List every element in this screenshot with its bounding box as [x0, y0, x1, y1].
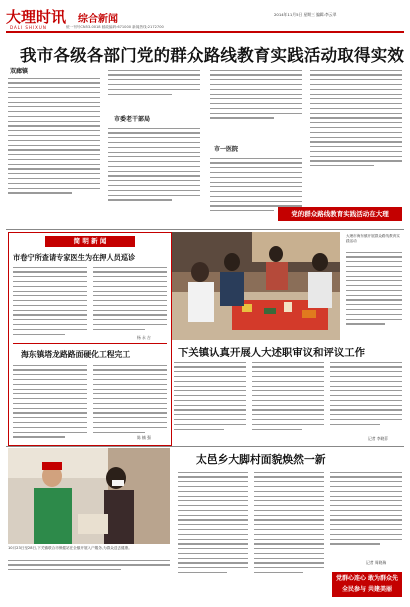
bottom-col-2 [254, 468, 324, 577]
masthead-info: 2014年11月5日 星期三 编辑:李云翠 [274, 12, 337, 17]
main-column-4 [310, 66, 402, 170]
right-caption [344, 232, 404, 340]
brief-news-box [8, 232, 172, 446]
feature-article [172, 342, 404, 444]
brief-1-col-a [13, 263, 87, 338]
masthead [6, 6, 404, 34]
right-caption-lines [346, 248, 402, 328]
main-article [6, 62, 404, 232]
masthead-rule [6, 31, 404, 33]
center-photo [172, 232, 340, 340]
bottom-banner [332, 572, 402, 597]
masthead-logo-sub: DALI SHIXUN [10, 25, 47, 30]
brief-2-col-b [93, 361, 167, 436]
center-photo-image [172, 232, 340, 340]
brief-divider [13, 343, 167, 344]
rule-under-feature [6, 446, 404, 447]
brief-news-label-text: 简 明 新 闻 [73, 237, 107, 245]
main-column-2b [108, 124, 200, 204]
masthead-logo: 大理时讯 [6, 8, 67, 26]
right-caption-text: 大理市海东镇开展群众路线教育实践活动 [346, 234, 400, 243]
feature-col-1 [174, 358, 246, 433]
bottom-left-caption-lines [8, 556, 170, 574]
masthead-line2: 统一刊号CN53-0018 邮政编码:671000 新闻热线:2172700 [66, 25, 164, 29]
bottom-left-photo [8, 448, 170, 544]
kicker-shuanglang: 双廊镇 [10, 68, 29, 75]
feature-byline: 记者 李晓菲 [368, 436, 389, 441]
bottom-article [176, 448, 404, 600]
brief-headline-1: 市卷宁所查请专家医生为在押人员巡诊 [13, 253, 136, 262]
brief-news-label [45, 236, 135, 247]
main-headline: 我市各级各部门党的群众路线教育实践活动取得实效 [20, 46, 405, 65]
bottom-byline: 记者 周晓瑞 [366, 560, 387, 565]
bottom-banner-line2: 全民参与 共建美丽 [341, 586, 393, 593]
brief-byline-2: 陈 楠 强 [137, 435, 151, 440]
main-column-2 [108, 66, 200, 98]
masthead-section: 综合新闻 [78, 14, 118, 25]
kicker-laoganbu: 市委老干部局 [114, 116, 151, 123]
brief-byline-1: 杨 永 吉 [137, 335, 151, 340]
rule-under-main [6, 229, 404, 230]
bottom-col-3 [330, 468, 402, 548]
feature-headline: 下关镇认真开展人大述职审议和评议工作 [178, 347, 366, 359]
bottom-left-caption: 10月23日至28日,下关镇联合市保健站在全镇开展入户服务,为群众送去健康。 [8, 546, 132, 550]
feature-col-3 [330, 358, 402, 429]
main-column-3 [210, 66, 302, 122]
kicker-yiyuan: 市一医院 [214, 146, 239, 153]
bottom-col-1 [178, 468, 248, 577]
bottom-headline: 太邑乡大脚村面貌焕然一新 [196, 453, 326, 466]
brief-1-col-b [93, 263, 167, 334]
bottom-left-photo-image [8, 448, 170, 544]
main-column-3b [210, 154, 302, 215]
brief-headline-2: 海东镇塔龙路路面硬化工程完工 [21, 350, 131, 359]
feature-col-2 [252, 358, 324, 433]
main-banner: 党的群众路线教育实践活动在大理 [278, 207, 402, 221]
bottom-banner-line1: 党群心连心 敢为群众先 [335, 575, 399, 582]
brief-2-col-a [13, 361, 87, 441]
main-column-1 [8, 74, 100, 197]
